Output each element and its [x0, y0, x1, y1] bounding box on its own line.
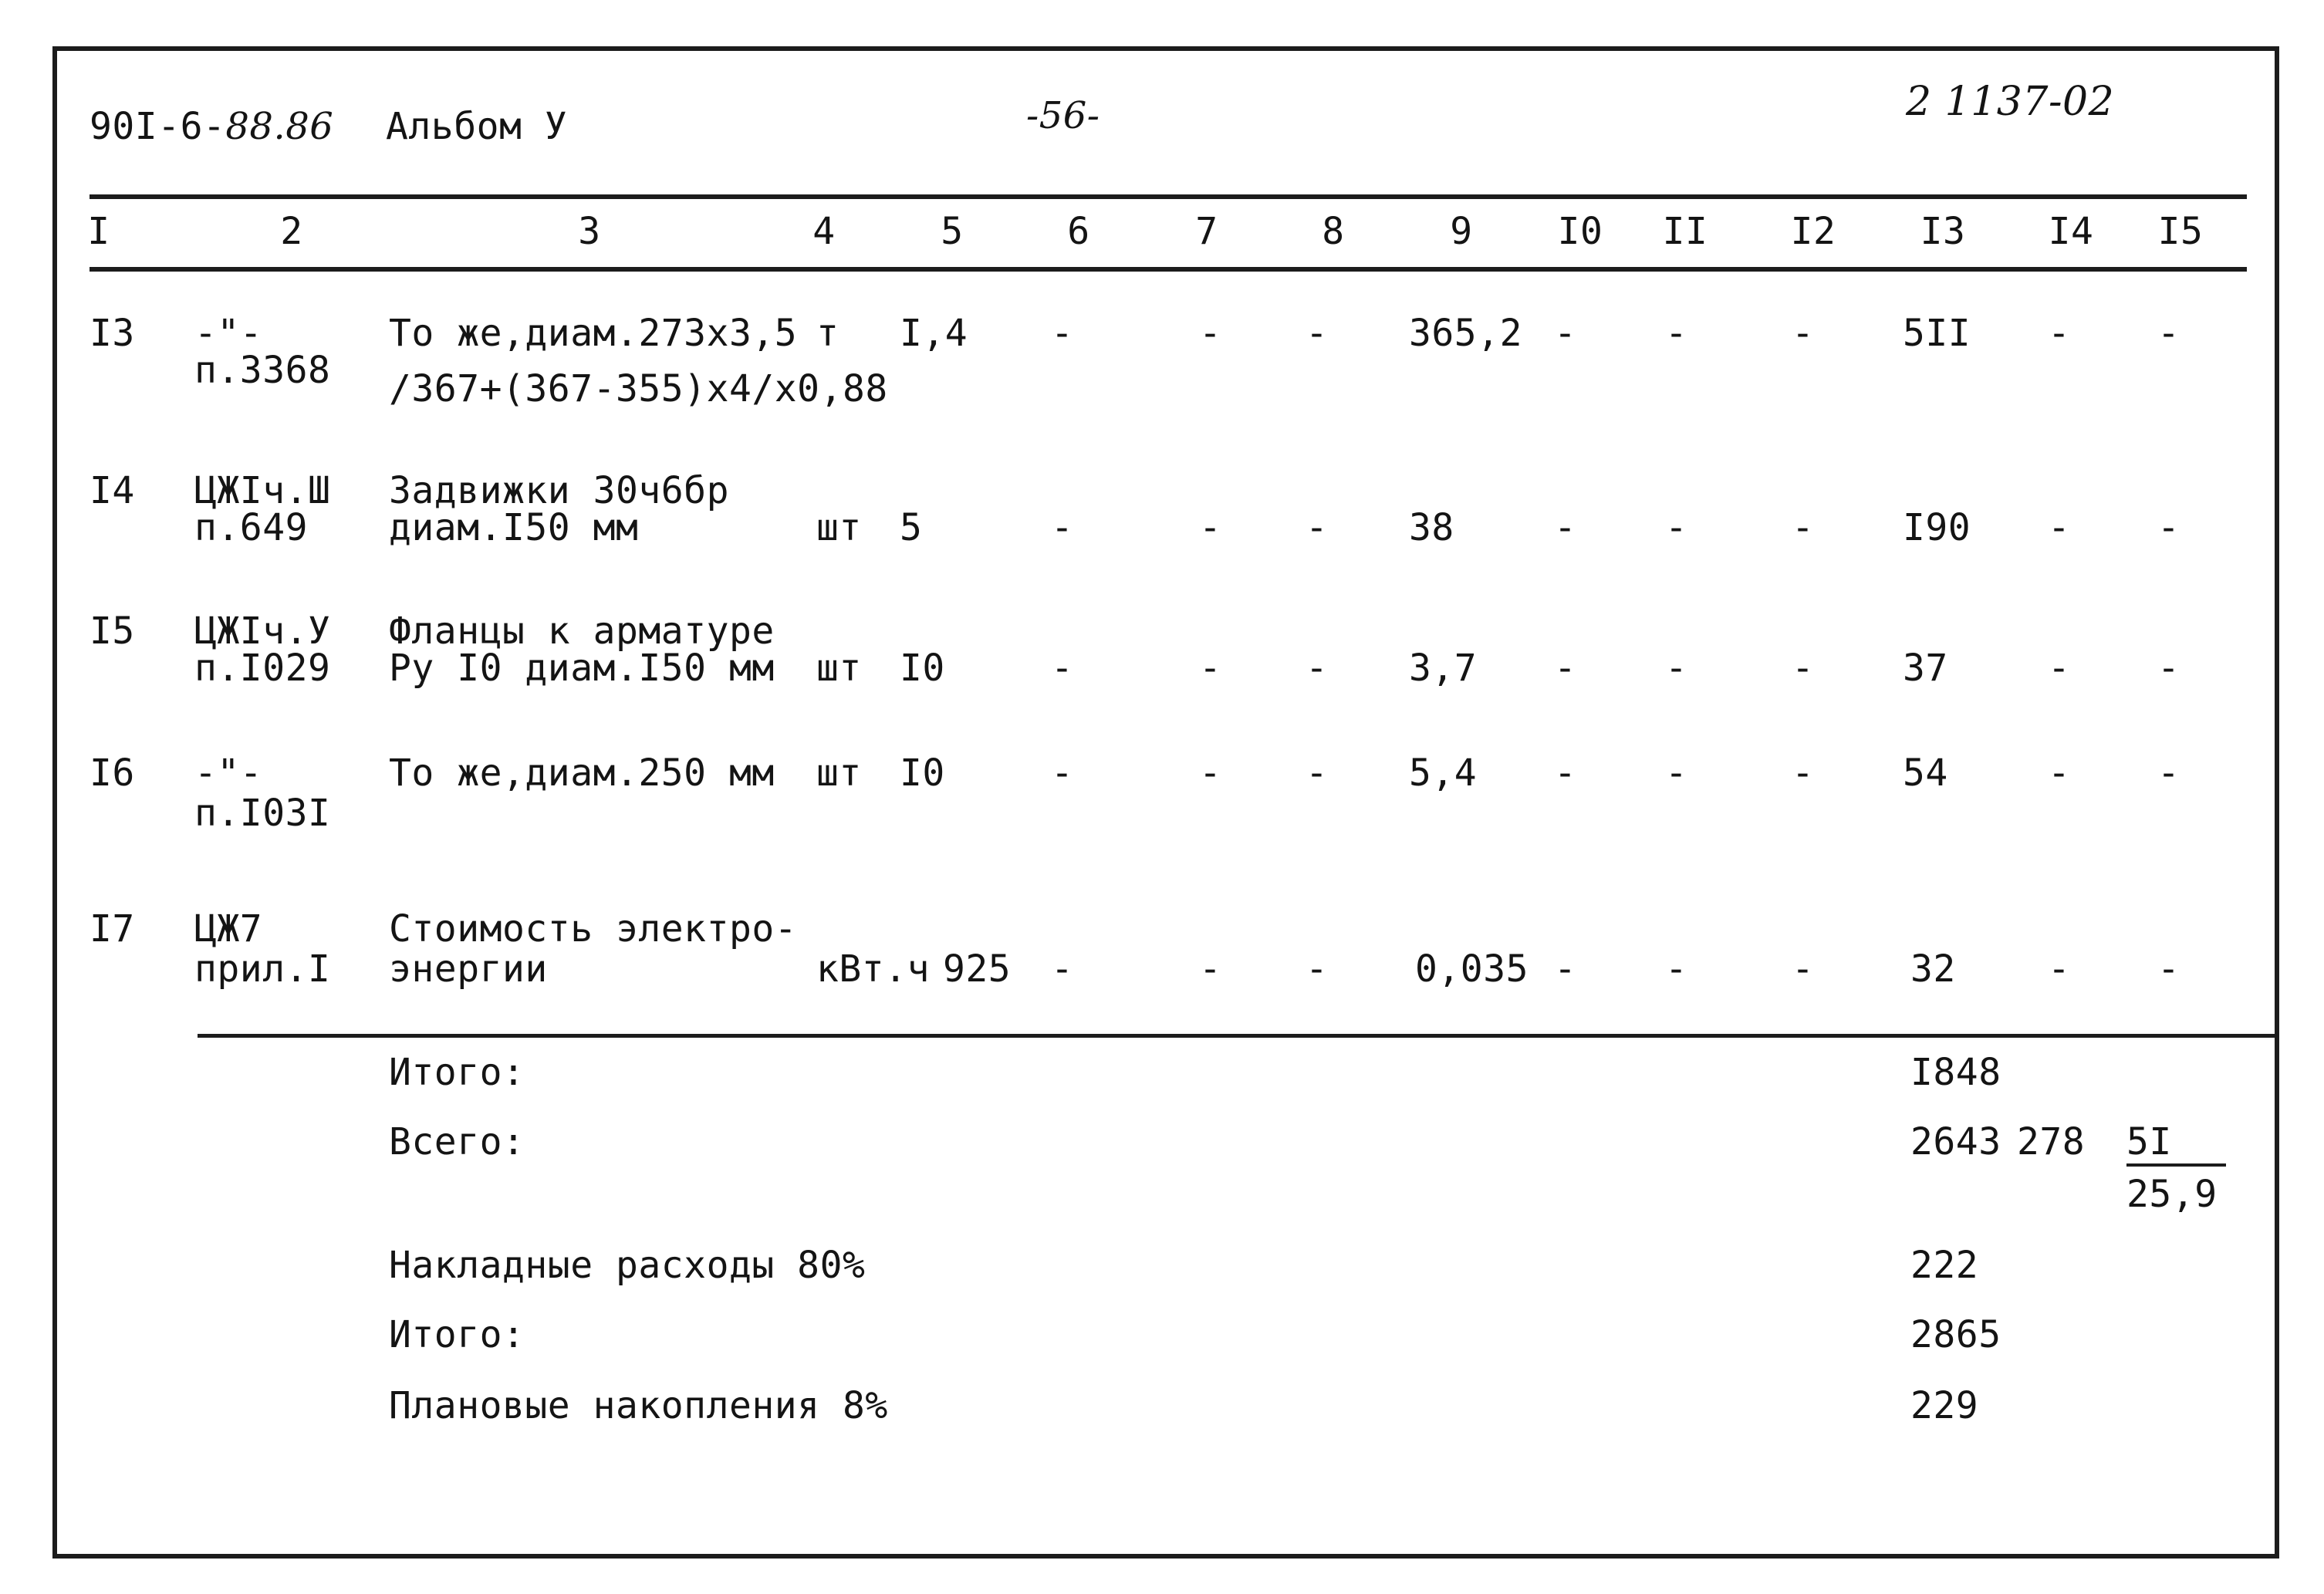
row-total: 32: [1910, 947, 1956, 991]
row-name-line: диам.I50 мм: [389, 506, 639, 549]
row-cell: -: [1199, 312, 1222, 355]
row-price: 38: [1409, 506, 1454, 549]
header-rule-top: [90, 194, 2247, 199]
column-header: I0: [1557, 210, 1603, 253]
row-cell: -: [1306, 647, 1329, 690]
column-header: 3: [578, 210, 601, 253]
row-name-line: То же,диам.273х3,5: [389, 312, 798, 355]
column-header: I4: [2048, 210, 2094, 253]
row-number: I7: [90, 907, 135, 951]
row-cell: -: [2048, 647, 2071, 690]
row-cell: -: [1792, 751, 1815, 795]
overhead-value: 222: [1910, 1244, 1979, 1287]
row-name-line: Ру I0 диам.I50 мм: [389, 647, 775, 690]
column-header: I5: [2157, 210, 2204, 253]
row-ref-line: -"-: [194, 312, 263, 355]
row-cell: -: [1199, 751, 1222, 795]
row-cell: -: [1051, 751, 1074, 795]
column-header: I: [87, 210, 110, 253]
header-rule-bottom: [90, 267, 2247, 272]
row-cell: -: [1665, 506, 1688, 549]
row-name-line: /367+(367-355)х4/х0,88: [389, 367, 888, 410]
row-cell: -: [1306, 947, 1329, 991]
profit-label: Плановые накопления 8%: [389, 1384, 888, 1427]
row-name-line: Задвижки 30ч6бр: [389, 469, 729, 512]
column-header: 5: [941, 210, 964, 253]
row-name-line: То же,диам.250 мм: [389, 751, 775, 795]
profit-value: 229: [1910, 1384, 1979, 1427]
row-ref-line: п.649: [194, 506, 308, 549]
row-cell: -: [1554, 647, 1577, 690]
column-header: I3: [1920, 210, 1966, 253]
column-header: 7: [1195, 210, 1218, 253]
row-ref-line: п.3368: [194, 349, 331, 392]
doc-code: 90I-6-88.86: [90, 105, 334, 148]
row-price: 0,035: [1415, 947, 1529, 991]
row-unit: шт: [816, 751, 862, 795]
row-cell: -: [2157, 947, 2180, 991]
row-ref-line: прил.I: [194, 947, 331, 991]
row-unit: кВт.ч: [816, 947, 930, 991]
row-cell: -: [1199, 506, 1222, 549]
row-cell: -: [1554, 312, 1577, 355]
row-price: 5,4: [1409, 751, 1478, 795]
album-title: Альбом У: [386, 105, 568, 148]
row-cell: -: [1792, 506, 1815, 549]
grand-total-value: 2643: [1910, 1120, 2001, 1163]
row-number: I3: [90, 312, 135, 355]
row-cell: -: [1199, 647, 1222, 690]
column-header: 9: [1450, 210, 1473, 253]
column-header: I2: [1790, 210, 1836, 253]
row-cell: -: [1051, 947, 1074, 991]
row-ref-line: п.I03I: [194, 792, 331, 835]
row-cell: -: [1306, 751, 1329, 795]
row-unit: шт: [816, 647, 862, 690]
row-cell: -: [2157, 312, 2180, 355]
row-cell: -: [1051, 647, 1074, 690]
row-cell: -: [1554, 751, 1577, 795]
row-qty: I0: [900, 647, 945, 690]
row-cell: -: [2048, 312, 2071, 355]
row-cell: -: [1792, 947, 1815, 991]
summary-rule: [198, 1034, 2279, 1038]
grand-total-col14: 278: [2017, 1120, 2086, 1163]
row-number: I5: [90, 610, 135, 653]
row-name-line: энергии: [389, 947, 548, 991]
subtotal-label: Итого:: [389, 1051, 525, 1094]
row-name-line: Фланцы к арматуре: [389, 610, 775, 653]
row-ref-line: ЦЖIч.Ш: [194, 469, 331, 512]
row-number: I6: [90, 751, 135, 795]
row-cell: -: [1306, 506, 1329, 549]
column-header: 4: [812, 210, 836, 253]
page-number: -56-: [1026, 94, 1100, 137]
row-cell: -: [1306, 312, 1329, 355]
row-cell: -: [1051, 506, 1074, 549]
row-cell: -: [2157, 647, 2180, 690]
row-cell: -: [1554, 506, 1577, 549]
row-total: 37: [1903, 647, 1948, 690]
row-ref-line: ЦЖ7: [194, 907, 263, 951]
row-cell: -: [2048, 751, 2071, 795]
row-total: I90: [1903, 506, 1971, 549]
row-cell: -: [1665, 947, 1688, 991]
row-cell: -: [1051, 312, 1074, 355]
row-cell: -: [1554, 947, 1577, 991]
row-qty: 5: [900, 506, 923, 549]
row-cell: -: [1665, 312, 1688, 355]
row-name-line: Стоимость электро-: [389, 907, 798, 951]
row-total: 54: [1903, 751, 1948, 795]
row-cell: -: [1665, 647, 1688, 690]
column-header: 6: [1067, 210, 1090, 253]
row-cell: -: [1665, 751, 1688, 795]
column-header: 8: [1322, 210, 1345, 253]
sheet-code: 2 1137-02: [1906, 79, 2115, 125]
row-unit: шт: [816, 506, 862, 549]
subtotal2-label: Итого:: [389, 1313, 525, 1356]
row-ref-line: ЦЖIч.У: [194, 610, 331, 653]
overhead-label: Накладные расходы 80%: [389, 1244, 866, 1287]
row-qty: I0: [900, 751, 945, 795]
row-price: 365,2: [1409, 312, 1522, 355]
subtotal2-value: 2865: [1910, 1313, 2001, 1356]
row-price: 3,7: [1409, 647, 1478, 690]
row-cell: -: [2157, 751, 2180, 795]
row-number: I4: [90, 469, 135, 512]
column-header: II: [1662, 210, 1708, 253]
row-cell: -: [1199, 947, 1222, 991]
row-cell: -: [2157, 506, 2180, 549]
row-qty: I,4: [900, 312, 968, 355]
grand-total-col15-top: 5I: [2126, 1120, 2226, 1167]
row-total: 5II: [1903, 312, 1971, 355]
row-qty: 925: [943, 947, 1012, 991]
subtotal-value: I848: [1910, 1051, 2001, 1094]
row-unit: т: [816, 312, 839, 355]
grand-total-col15-bottom: 25,9: [2126, 1173, 2218, 1216]
row-cell: -: [1792, 312, 1815, 355]
row-cell: -: [2048, 947, 2071, 991]
row-cell: -: [1792, 647, 1815, 690]
row-ref-line: -"-: [194, 751, 263, 795]
grand-total-label: Всего:: [389, 1120, 525, 1163]
row-cell: -: [2048, 506, 2071, 549]
column-header: 2: [280, 210, 303, 253]
row-ref-line: п.I029: [194, 647, 331, 690]
